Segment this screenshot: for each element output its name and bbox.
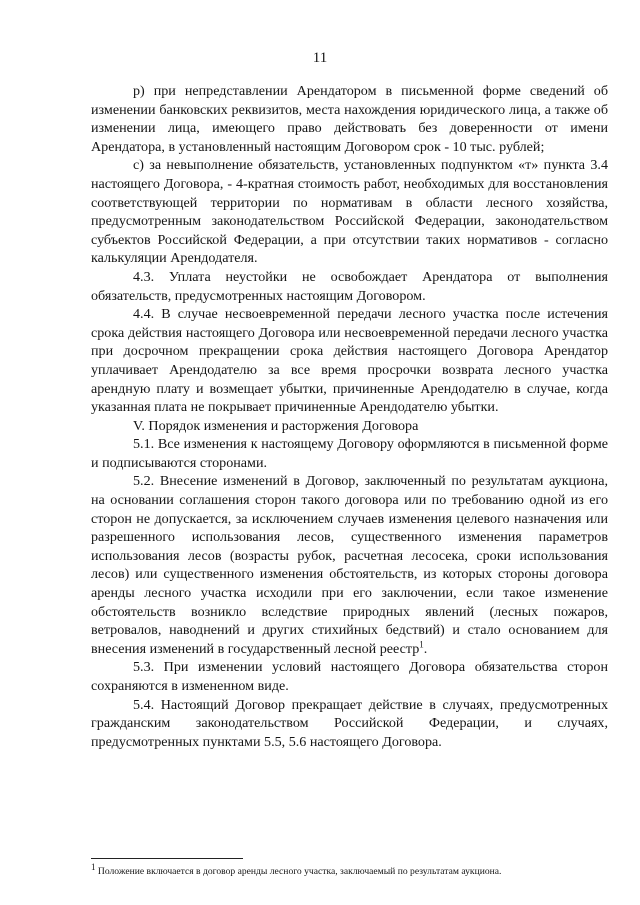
paragraph-5-2: [91, 472, 608, 658]
paragraph-5-3: 5.3. При изменении условий настоящего Договора обязательства сторон сохраняются в измененном виде.: [91, 659, 608, 694]
section-heading: V. Порядок изменения и расторжения Договора: [133, 417, 419, 434]
footnote: [91, 861, 608, 878]
footnote-text: Положение включается в договор аренды лесного участка, заключаемый по результатам аукциона.: [97, 866, 502, 877]
footnote-reference: 1: [419, 639, 424, 650]
paragraph-5-4: 5.4. Настоящий Договор прекращает действие в случаях, предусмотренных гражданским законодательством Российской Федерации, и случаях, предусмотренных пунктами 5.5, 5.6 настоящего Договора.: [91, 696, 608, 750]
paragraph-s: с) за невыполнение обязательств, установленных подпунктом «т» пункта 3.4 настоящего Договора, - 4-кратная стоимость работ, необходимых для восстановления соответствующей территории по нормативам в области лесного хозяйства, предусмотренным законодательством Российской Федерации, законодательством субъектов Российской Федерации, а при отсутствии таких нормативов - согласно калькуляции Арендодателя.: [91, 157, 608, 267]
footnote-divider: [91, 858, 243, 859]
paragraph-5-2-end: .: [423, 640, 428, 657]
page-number: 11: [312, 50, 328, 66]
paragraph-4-4: 4.4. В случае несвоевременной передачи лесного участка после истечения срока действия настоящего Договора или несвоевременной передачи лесного участка при досрочном прекращении срока действия настоящего Договора Арендатор уплачивает Арендодателю за все время просрочки возврата лесного участка арендную плату и возмещает убытки, причиненные Арендодателю в случае, когда указанная плата не покрывает причиненные Арендодателю убытки.: [91, 306, 608, 416]
paragraph-4-3: 4.3. Уплата неустойки не освобождает Арендатора от выполнения обязательств, предусмотренных настоящим Договором.: [91, 268, 608, 304]
document-body: [91, 82, 608, 751]
paragraph-5-1: 5.1. Все изменения к настоящему Договору оформляются в письменной форме и подписываются сторонами.: [91, 436, 608, 471]
footnote-marker: 1: [91, 861, 96, 872]
paragraph-r: р) при непредставлении Арендатором в письменной форме сведений об изменении банковских реквизитов, места нахождения юридического лица, а также об изменении лица, имеющего право действовать без доверенности от имени Арендатора, в установленный настоящим Договором срок - 10 тыс. рублей;: [91, 83, 608, 155]
paragraph-5-2-text: 5.2. Внесение изменений в Договор, заключенный по результатам аукциона, на основании соглашения сторон такого договора или по требованию одной из его сторон не допускается, за исключением случаев изменения целевого назначения или разрешенного использования лесов, существенного изменения параметров использования лесов (возрасты рубок, расчетная лесосека, сроки использования лесов) или существенного изменения обстоятельств, из которых стороны договора аренды лесного участка исходили при его заключении, если такое изменение обстоятельств возникло вследствие природных явлений (лесных пожаров, ветровалов, наводнений и других стихийных бедствий) и стало основанием для внесения изменений в государственный лесной реестр: [91, 473, 608, 657]
